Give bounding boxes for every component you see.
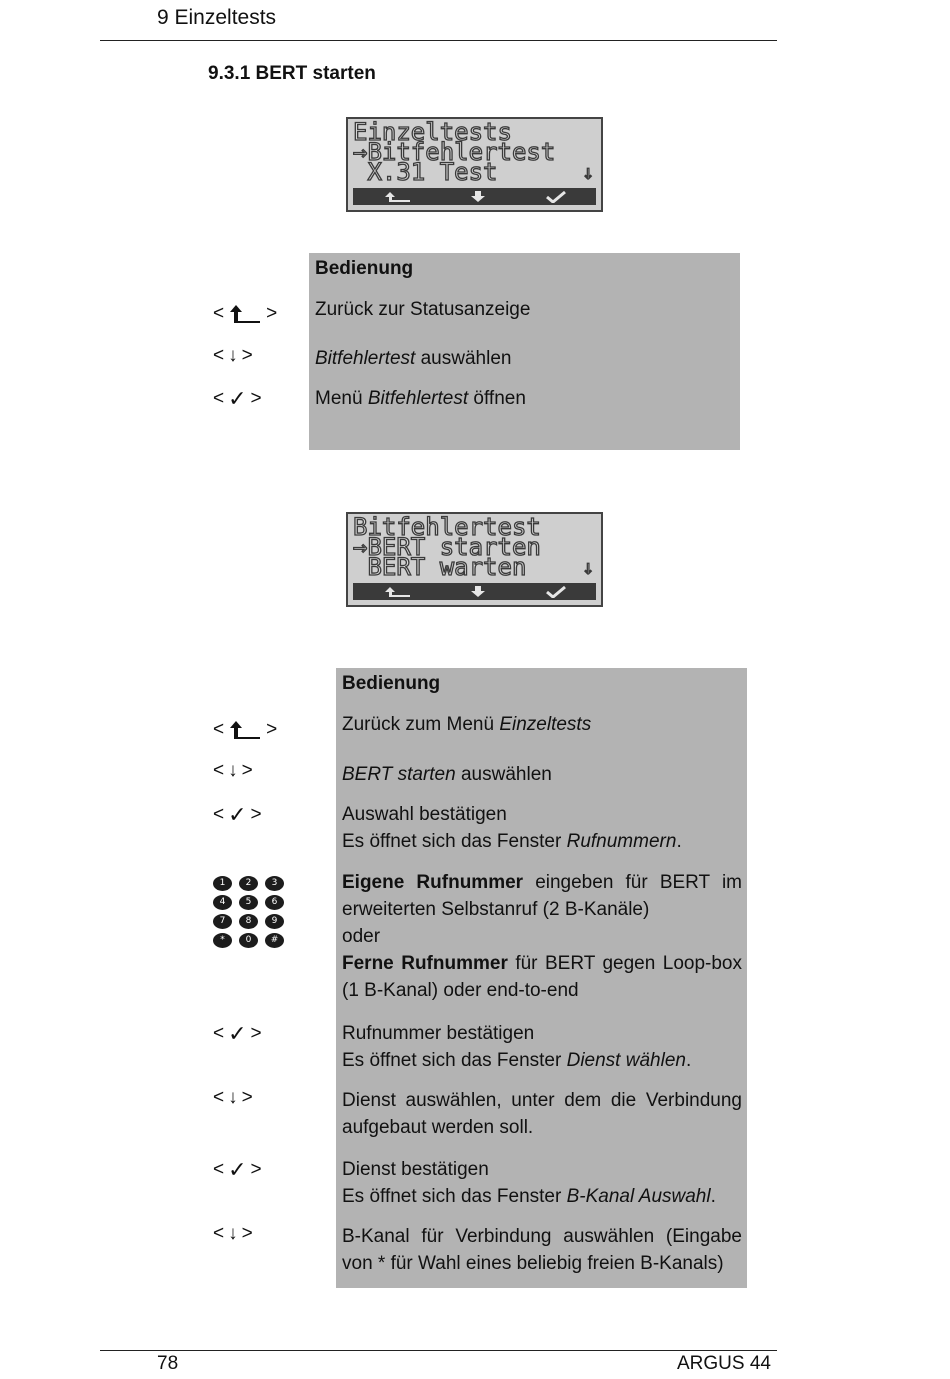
panel-row-text: [342, 1087, 742, 1141]
text-fragment: auswählen: [415, 348, 512, 369]
key-bracket: >: [250, 1023, 262, 1044]
key-bracket: <: [213, 804, 225, 825]
lcd-line: →BERT starten: [353, 533, 541, 561]
keypad-key: 1: [213, 876, 232, 891]
down-arrow-icon: ↓: [228, 1223, 238, 1244]
panel-row-text: [342, 1223, 742, 1277]
text-fragment: Menü: [315, 388, 368, 409]
panel-row-text: [315, 385, 735, 412]
text-fragment: Dienst bestätigen: [342, 1159, 489, 1180]
key-ok: [213, 802, 262, 828]
key-bracket: >: [266, 719, 278, 740]
text-fragment: öffnen: [468, 388, 526, 409]
back-icon: [382, 585, 412, 598]
header-title: 9 Einzeltests: [157, 6, 277, 29]
key-bracket: >: [241, 345, 253, 366]
lcd-line: [353, 158, 596, 186]
check-icon: ✓: [228, 386, 247, 411]
down-arrow-icon: [469, 585, 487, 598]
keypad-key: 9: [265, 914, 284, 929]
key-bracket: >: [250, 1159, 262, 1180]
keypad-key: 0: [239, 933, 258, 948]
text-fragment: Auswahl bestätigen: [342, 804, 507, 825]
panel-row-text: [315, 345, 735, 372]
text-fragment: Bitfehlertest: [367, 388, 469, 409]
key-bracket: >: [250, 804, 262, 825]
key-bracket: <: [213, 345, 225, 366]
text-fragment: Ferne Rufnummer: [342, 953, 508, 974]
text-fragment: Zurück zur Statusanzeige: [315, 299, 531, 320]
text-fragment: BERT starten: [342, 764, 456, 785]
key-bracket: >: [250, 388, 262, 409]
keypad-key: 3: [265, 876, 284, 891]
text-fragment: B-Kanal für Verbindung auswählen (Eingabe von * für Wahl eines beliebig freien B-Kanals): [342, 1226, 742, 1274]
keypad-key: 2: [239, 876, 258, 891]
key-bracket: >: [241, 760, 253, 781]
key-back: [213, 719, 277, 741]
panel-row-text: [342, 1020, 742, 1074]
key-bracket: >: [266, 303, 278, 324]
text-fragment: eingeben für BERT im erweiterten Selbstanruf (2 B-Kanäle): [342, 872, 742, 920]
panel-row-text: [342, 801, 742, 855]
key-down: [213, 345, 253, 367]
page-number: 78: [157, 1353, 179, 1374]
keypad-key: 7: [213, 914, 232, 929]
text-fragment: .: [676, 831, 682, 852]
header-rule: [100, 40, 777, 41]
panel-row-text: [342, 711, 742, 738]
key-down: [213, 760, 253, 782]
lcd-line: Einzeltests: [353, 118, 512, 146]
check-icon: [545, 585, 567, 598]
check-icon: ✓: [228, 1021, 247, 1046]
keypad-key: 5: [239, 895, 258, 910]
key-bracket: <: [213, 1087, 225, 1108]
down-arrow-icon: ↓: [228, 760, 238, 781]
keypad-key: #: [265, 933, 284, 948]
lcd-display-einzeltests: [346, 117, 603, 212]
check-icon: ✓: [228, 802, 247, 827]
key-ok: [213, 1021, 262, 1047]
text-fragment: Zurück zum Menü: [342, 714, 500, 735]
text-fragment: Dienst auswählen, unter dem die Verbindung aufgebaut werden soll.: [342, 1090, 742, 1138]
section-title: 9.3.1 BERT starten: [208, 63, 376, 84]
key-bracket: >: [241, 1223, 253, 1244]
text-fragment: Es öffnet sich das Fenster: [342, 1050, 567, 1071]
keypad-icon: [213, 876, 284, 948]
text-fragment: B-Kanal Auswahl: [566, 1186, 711, 1207]
back-icon: [228, 719, 262, 741]
key-bracket: <: [213, 719, 225, 740]
lcd-line-text: BERT warten: [353, 553, 527, 581]
panel-heading: Bedienung: [342, 673, 441, 694]
back-icon: [382, 190, 412, 203]
back-icon: [228, 303, 262, 325]
keypad-key: *: [213, 933, 232, 948]
lcd-line-text: X.31 Test: [353, 158, 498, 186]
down-arrow-icon: ↓: [228, 345, 238, 366]
keypad-key: 8: [239, 914, 258, 929]
lcd-display-bitfehlertest: [346, 512, 603, 607]
key-down: [213, 1223, 253, 1245]
key-down: [213, 1087, 253, 1109]
scroll-down-icon: ↓: [581, 160, 594, 184]
text-fragment: für BERT gegen Loop-box (1 B-Kanal) oder end-to-end: [342, 953, 742, 1001]
key-ok: [213, 386, 262, 412]
lcd-line: →Bitfehlertest: [353, 138, 556, 166]
footer-brand: ARGUS 44: [677, 1353, 771, 1374]
check-icon: [545, 190, 567, 203]
down-arrow-icon: [469, 190, 487, 203]
text-fragment: Bitfehlertest: [315, 348, 416, 369]
panel-row-text: [315, 296, 735, 323]
key-back: [213, 303, 277, 325]
key-bracket: <: [213, 1223, 225, 1244]
key-bracket: <: [213, 760, 225, 781]
text-fragment: Einzeltests: [499, 714, 592, 735]
down-arrow-icon: ↓: [228, 1087, 238, 1108]
panel-row-text: [342, 1156, 742, 1210]
key-bracket: >: [241, 1087, 253, 1108]
text-fragment: Rufnummer bestätigen: [342, 1023, 535, 1044]
text-fragment: Es öffnet sich das Fenster: [342, 1186, 567, 1207]
softkey-bar: [353, 583, 596, 600]
text-fragment: .: [685, 1050, 692, 1071]
text-fragment: Eigene Rufnummer: [342, 872, 524, 893]
keypad-key: 6: [265, 895, 284, 910]
lcd-line: Bitfehlertest: [353, 513, 541, 541]
footer-rule: [100, 1350, 777, 1351]
lcd-line: [353, 553, 596, 581]
panel-row-text: [342, 869, 742, 1004]
text-fragment: Rufnummern: [566, 831, 677, 852]
text-fragment: auswählen: [455, 764, 552, 785]
key-bracket: <: [213, 388, 225, 409]
text-fragment: Dienst wählen: [566, 1050, 686, 1071]
text-fragment: .: [710, 1186, 716, 1207]
keypad-key: 4: [213, 895, 232, 910]
text-fragment: oder: [342, 926, 381, 947]
text-fragment: Es öffnet sich das Fenster: [342, 831, 567, 852]
key-bracket: <: [213, 1159, 225, 1180]
key-ok: [213, 1157, 262, 1183]
panel-heading: Bedienung: [315, 258, 414, 279]
check-icon: ✓: [228, 1157, 247, 1182]
panel-row-text: [342, 761, 742, 788]
softkey-bar: [353, 188, 596, 205]
key-bracket: <: [213, 303, 225, 324]
scroll-down-icon: ↓: [581, 555, 594, 579]
key-bracket: <: [213, 1023, 225, 1044]
